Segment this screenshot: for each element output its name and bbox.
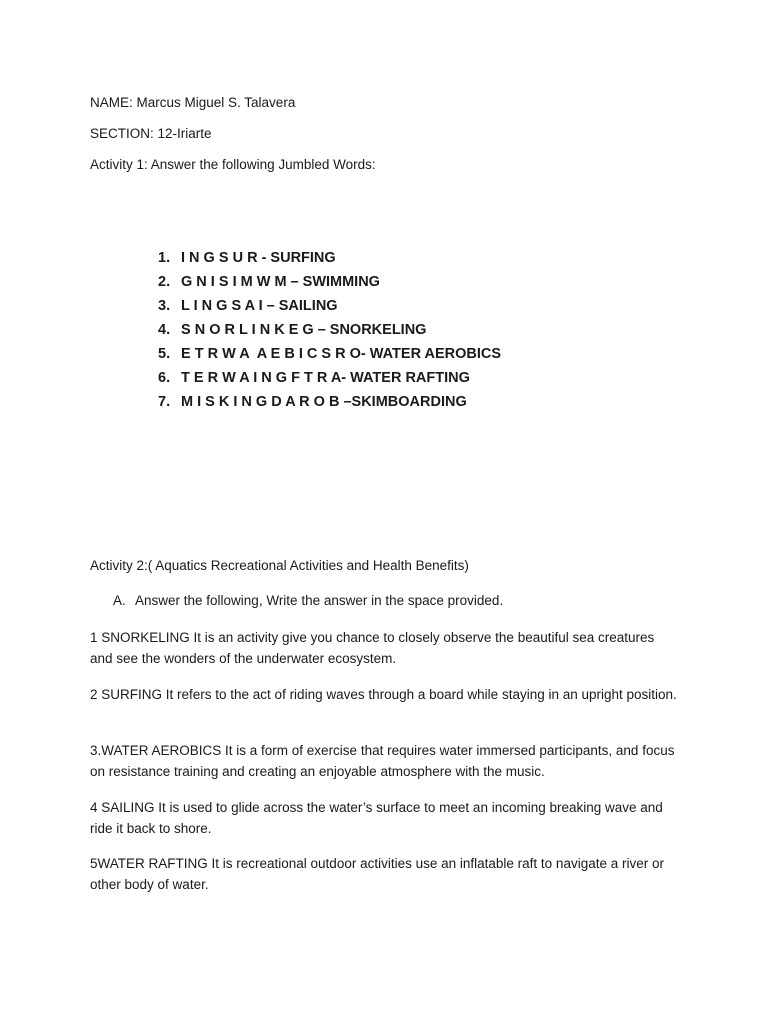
instruction-text: Answer the following, Write the answer in the space provided. bbox=[135, 593, 504, 608]
answer-paragraph: 5WATER RAFTING It is recreational outdoor activities use an inflatable raft to navigate a river or other body of water. bbox=[90, 856, 664, 892]
list-item-text: M I S K I N G D A R O B –SKIMBOARDING bbox=[181, 394, 467, 410]
list-item-number: 3. bbox=[158, 298, 171, 314]
instruction-letter: A. bbox=[113, 593, 126, 608]
list-item bbox=[158, 368, 501, 392]
list-item-text: E T R W A A E B I C S R O- WATER AEROBICS bbox=[181, 346, 502, 362]
activity2-title: Activity 2:( Aquatics Recreational Activities and Health Benefits) bbox=[90, 558, 469, 573]
list-item bbox=[158, 392, 501, 416]
list-item bbox=[158, 344, 501, 368]
list-item bbox=[158, 272, 501, 296]
list-item-number: 1. bbox=[158, 250, 171, 266]
list-item-text: G N I S I M W M – SWIMMING bbox=[181, 274, 380, 290]
list-item bbox=[158, 320, 501, 344]
list-item-number: 6. bbox=[158, 370, 171, 386]
jumbled-words-list bbox=[158, 248, 501, 416]
list-item-number: 2. bbox=[158, 274, 171, 290]
list-item bbox=[158, 248, 501, 272]
answer-paragraph: 1 SNORKELING It is an activity give you chance to closely observe the beautiful sea creatures and see the wonders of the underwater ecosystem. bbox=[90, 630, 655, 666]
list-item-text: I N G S U R - SURFING bbox=[181, 250, 336, 266]
activity1-title: Activity 1: Answer the following Jumbled Words: bbox=[90, 157, 376, 172]
list-item-text: S N O R L I N K E G – SNORKELING bbox=[181, 322, 427, 338]
list-item bbox=[158, 296, 501, 320]
answer-paragraph: 2 SURFING It refers to the act of riding waves through a board while staying in an upright position. bbox=[90, 687, 677, 702]
answer-paragraph: 3.WATER AEROBICS It is a form of exercise that requires water immersed participants, and focus on resistance training and creating an enjoyable atmosphere with the music. bbox=[90, 743, 675, 779]
list-item-text: T E R W A I N G F T R A- WATER RAFTING bbox=[181, 370, 470, 386]
list-item-number: 5. bbox=[158, 346, 171, 362]
list-item-number: 4. bbox=[158, 322, 171, 338]
answer-paragraph: 4 SAILING It is used to glide across the water’s surface to meet an incoming breaking wave and ride it back to shore. bbox=[90, 800, 663, 836]
list-item-number: 7. bbox=[158, 394, 171, 410]
activity2-instruction bbox=[113, 592, 503, 610]
section-line: SECTION: 12-Iriarte bbox=[90, 126, 212, 141]
list-item-text: L I N G S A I – SAILING bbox=[181, 298, 338, 314]
name-line: NAME: Marcus Miguel S. Talavera bbox=[90, 95, 296, 110]
